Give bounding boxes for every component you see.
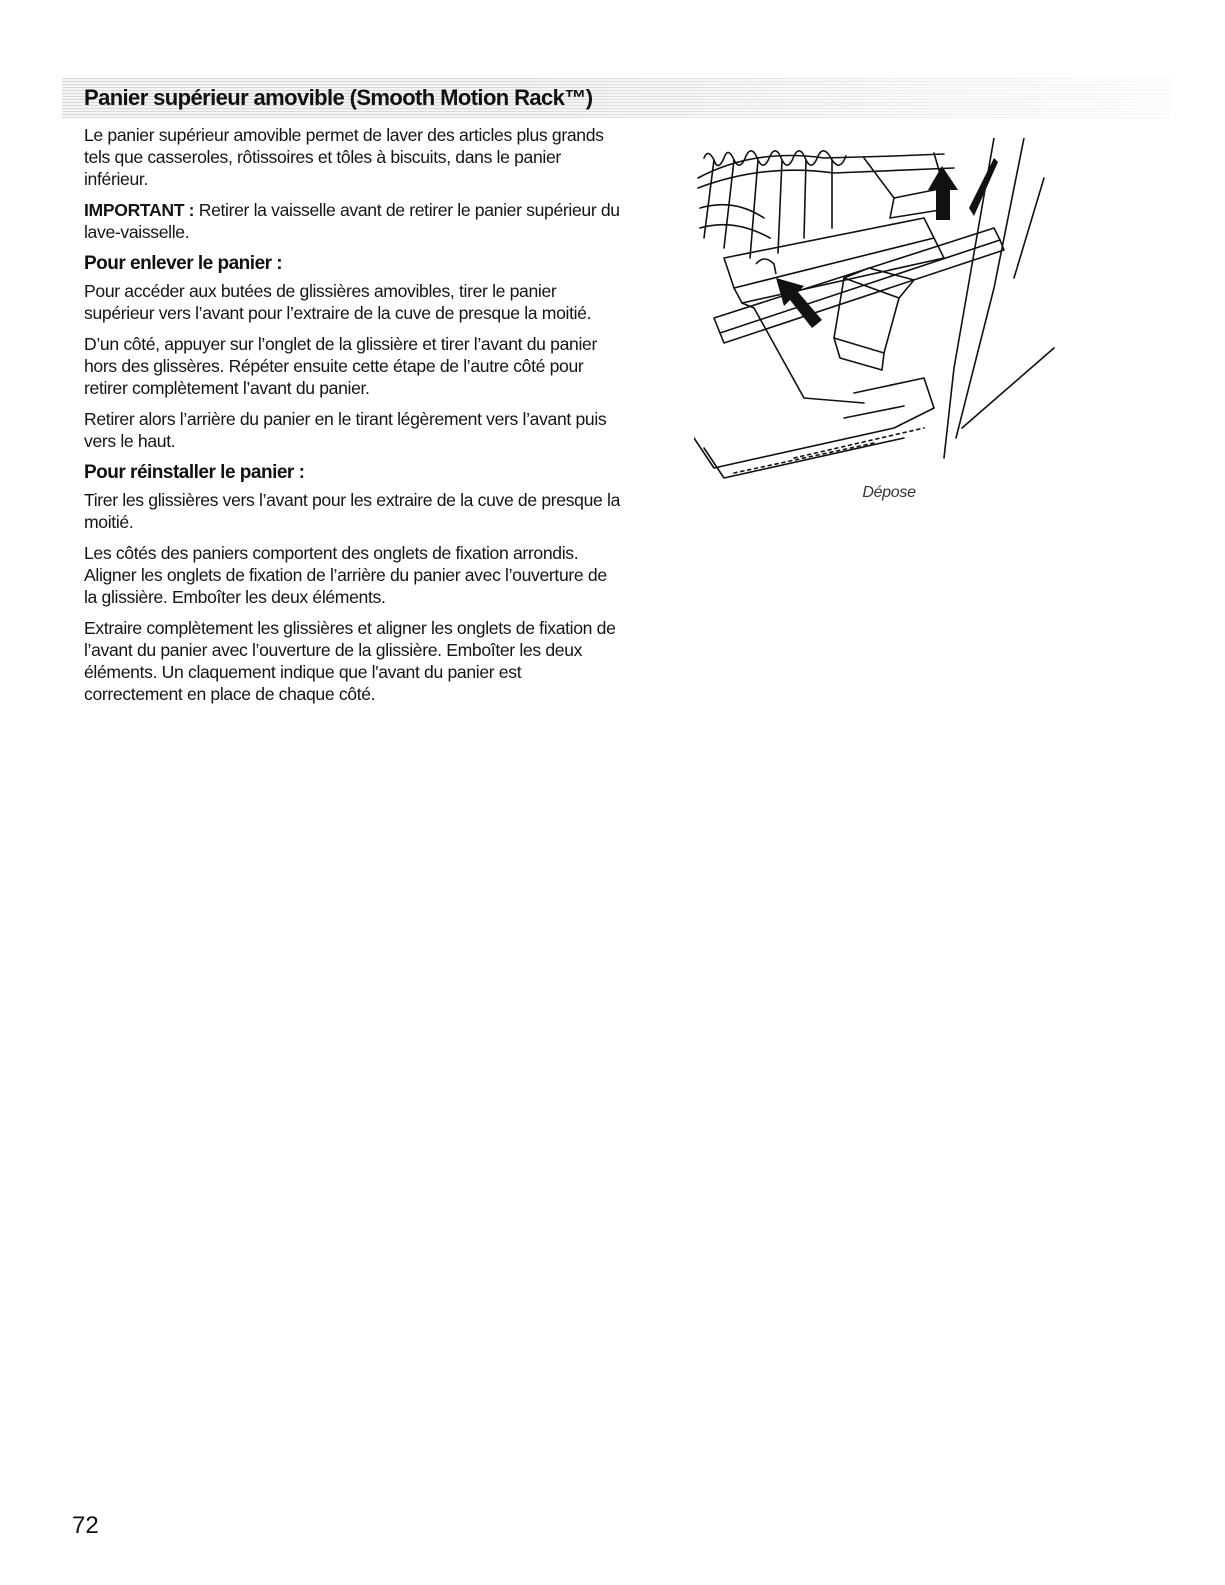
remove-step-1: Pour accéder aux butées de glissières amovibles, tirer le panier supérieur vers l’avant pour l’extraire de la cuve de presque la moitié.: [84, 281, 592, 323]
remove-step-3: Retirer alors l’arrière du panier en le tirant légèrement vers l’avant puis vers le haut.: [84, 409, 607, 451]
reinstall-step-3: Extraire complètement les glissières et aligner les onglets de fixation de l’avant du panier avec l’ouverture de la glissière. Emboîter les deux éléments. Un claquement indique que l'avant du panier est correctement en place de chaque côté.: [84, 618, 616, 704]
figure-caption: Dépose: [862, 484, 916, 501]
reinstall-step-1: Tirer les glissières vers l’avant pour les extraire de la cuve de presque la moitié.: [84, 490, 621, 532]
reinstall-step-2: Les côtés des paniers comportent des onglets de fixation arrondis. Aligner les onglets de fixation de l’arrière du panier avec l’ouverture de la glissière. Emboîter les deux éléments.: [84, 543, 607, 607]
important-text: Retirer la vaisselle avant de retirer le panier supérieur du lave-vaisselle.: [84, 200, 620, 242]
section-title: Panier supérieur amovible (Smooth Motion Rack™): [84, 85, 593, 110]
reinstall-heading: Pour réinstaller le panier :: [84, 462, 305, 483]
important-note: [84, 199, 624, 243]
rack-removal-figure: [694, 138, 1074, 518]
rack-removal-illustration: [694, 138, 1064, 483]
important-label: IMPORTANT :: [84, 200, 195, 220]
remove-heading: Pour enlever le panier :: [84, 253, 283, 274]
intro-paragraph: Le panier supérieur amovible permet de laver des articles plus grands tels que casseroles, rôtissoires et tôles à biscuits, dans le panier inférieur.: [84, 125, 604, 189]
instructions-column: [84, 124, 624, 714]
section-header-bar: [62, 78, 1170, 118]
remove-step-2: D’un côté, appuyer sur l’onglet de la glissière et tirer l’avant du panier hors des glissères. Répéter ensuite cette étape de l’autre côté pour retirer complètement l’avant du panier.: [84, 334, 597, 398]
page-number: 72: [72, 1512, 99, 1539]
